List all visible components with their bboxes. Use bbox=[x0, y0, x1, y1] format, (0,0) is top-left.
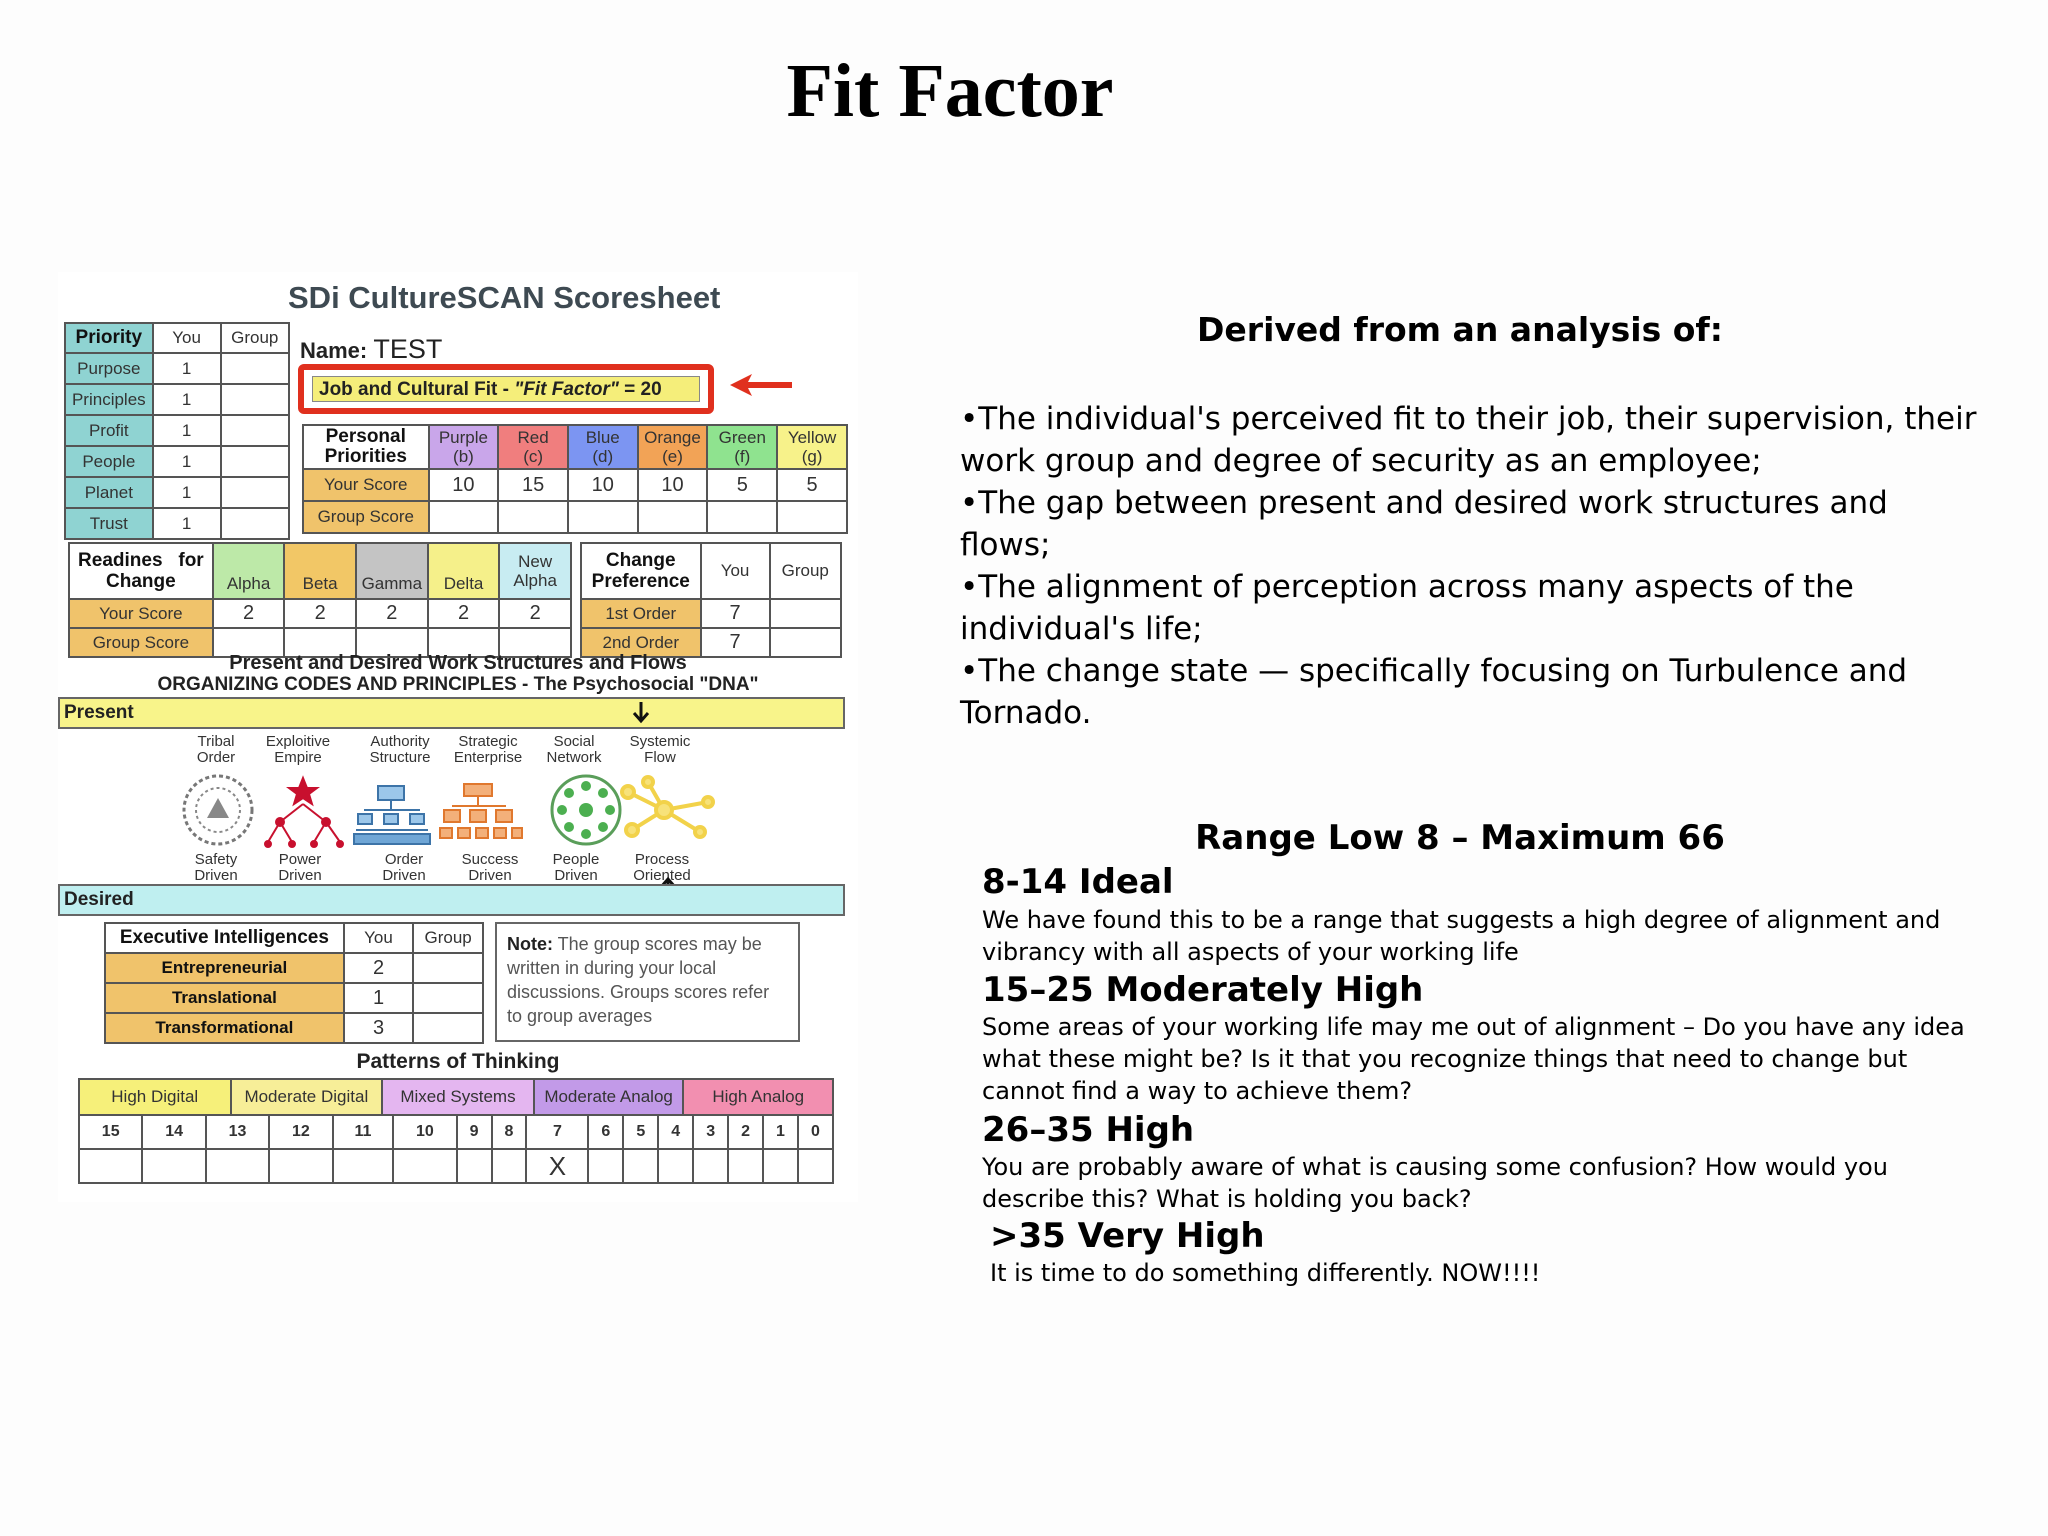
exec-row-label: Transformational bbox=[105, 1013, 344, 1043]
organizing-codes-icons bbox=[168, 772, 788, 852]
personal-priorities-table bbox=[302, 424, 848, 534]
derived-bullets bbox=[960, 398, 1980, 734]
patterns-scale-table bbox=[78, 1114, 834, 1184]
pattern-mark-cell bbox=[658, 1149, 693, 1183]
note-label: Note: bbox=[507, 934, 553, 954]
code-bottom-line: Process bbox=[634, 851, 690, 868]
change-preference-table bbox=[580, 542, 842, 658]
code-top-line: Strategic bbox=[458, 733, 518, 750]
personal-col-purple bbox=[429, 425, 499, 469]
pattern-mark-cell bbox=[763, 1149, 798, 1183]
authority-structure-icon bbox=[354, 786, 430, 844]
color-name: Orange bbox=[644, 428, 701, 447]
personal-header-line: Priorities bbox=[324, 446, 407, 467]
code-bottom-line: Oriented bbox=[633, 867, 691, 884]
pattern-scale-cell: 11 bbox=[333, 1115, 394, 1149]
culturescan-scoresheet bbox=[58, 272, 858, 1202]
exec-row-you: 3 bbox=[344, 1013, 414, 1043]
code-top-line: Authority bbox=[370, 733, 430, 750]
code-bottom-line: Driven bbox=[194, 867, 238, 884]
structures-title: Present and Desired Work Structures and Flows bbox=[229, 652, 687, 674]
code-bottom-label bbox=[526, 852, 626, 884]
bullet-text: The gap between present and desired work structures and flows; bbox=[960, 485, 1888, 563]
color-name: Red bbox=[517, 428, 549, 447]
priority-row-group bbox=[221, 384, 289, 415]
code-top-line: Flow bbox=[644, 749, 676, 766]
priority-row-group bbox=[221, 477, 289, 508]
pattern-scale-cell: 14 bbox=[142, 1115, 205, 1149]
personal-col-blue bbox=[568, 425, 638, 469]
personal-score: 5 bbox=[777, 469, 847, 501]
exec-row-you: 2 bbox=[344, 953, 414, 983]
readiness-col-new-alpha: New Alpha bbox=[499, 543, 571, 599]
arrow-down-icon bbox=[631, 700, 651, 724]
range-text-very-high: It is time to do something differently. NOW!!!! bbox=[990, 1259, 1541, 1287]
code-top-line: Systemic bbox=[629, 733, 691, 750]
derived-bullet: •The gap between present and desired work structures and flows; bbox=[960, 485, 1888, 563]
pattern-mark-cell bbox=[142, 1149, 205, 1183]
readiness-col-beta: Beta bbox=[284, 543, 356, 599]
personal-group-cell bbox=[429, 501, 499, 533]
patterns-title: Patterns of Thinking bbox=[356, 1050, 560, 1073]
personal-score: 5 bbox=[707, 469, 777, 501]
priority-row-label: Trust bbox=[65, 508, 153, 539]
pattern-scale-cell: 10 bbox=[393, 1115, 456, 1149]
pattern-scale-cell: 9 bbox=[457, 1115, 492, 1149]
pattern-scale-cell: 15 bbox=[79, 1115, 142, 1149]
personal-group-cell bbox=[638, 501, 708, 533]
derived-bullet: •The change state — specifically focusing on Turbulence and Tornado. bbox=[960, 653, 1908, 731]
personal-group-score-label: Group Score bbox=[303, 501, 429, 533]
pattern-scale-cell: 8 bbox=[492, 1115, 527, 1149]
color-code: (b) bbox=[453, 447, 474, 466]
pattern-mark-cell: X bbox=[526, 1149, 588, 1183]
personal-score: 10 bbox=[429, 469, 499, 501]
pattern-scale-cell: 1 bbox=[763, 1115, 798, 1149]
code-top-line: Tribal bbox=[197, 733, 235, 750]
derived-bullet: •The alignment of perception across many aspects of the individual's life; bbox=[960, 569, 1854, 647]
priority-row-you: 1 bbox=[153, 384, 221, 415]
change-row-group bbox=[770, 599, 841, 628]
color-name: Yellow bbox=[787, 428, 837, 447]
fit-factor-label: Job and Cultural Fit - bbox=[319, 379, 515, 400]
code-bottom-line: Order bbox=[384, 851, 424, 868]
code-bottom-line: Safety bbox=[194, 851, 238, 868]
pattern-mark-cell bbox=[623, 1149, 658, 1183]
tribal-order-icon bbox=[184, 776, 252, 844]
color-code: (f) bbox=[734, 447, 751, 466]
personal-header-line: Personal bbox=[325, 426, 406, 447]
codes-title: ORGANIZING CODES AND PRINCIPLES - The Psychosocial "DNA" bbox=[157, 674, 759, 695]
exec-header: Executive Intelligences bbox=[105, 923, 344, 953]
pattern-mark-cell bbox=[206, 1149, 269, 1183]
pattern-high-analog: High Analog bbox=[683, 1079, 833, 1115]
exec-you-header: You bbox=[344, 923, 414, 953]
code-bottom-line: Driven bbox=[278, 867, 322, 884]
exec-row-label: Entrepreneurial bbox=[105, 953, 344, 983]
personal-col-green bbox=[707, 425, 777, 469]
range-title-moderately-high: 15–25 Moderately High bbox=[982, 970, 1424, 1010]
pattern-moderate-digital: Moderate Digital bbox=[231, 1079, 383, 1115]
color-name: Green bbox=[718, 428, 766, 447]
arrow-left-icon bbox=[730, 372, 794, 398]
priority-table bbox=[64, 322, 290, 540]
scoresheet-title: SDi CultureSCAN Scoresheet bbox=[288, 280, 721, 315]
fit-factor-eq: = bbox=[618, 379, 641, 400]
readiness-col-gamma: Gamma bbox=[356, 543, 428, 599]
readiness-header-word: for bbox=[178, 550, 204, 571]
executive-intelligences-table bbox=[104, 922, 484, 1044]
priority-row-you: 1 bbox=[153, 477, 221, 508]
readiness-score: 2 bbox=[284, 599, 356, 628]
code-top-line: Enterprise bbox=[453, 749, 523, 766]
pattern-scale-cell: 6 bbox=[588, 1115, 623, 1149]
derived-bullet: •The individual's perceived fit to their job, their supervision, their work group and degree of security as an employee; bbox=[960, 401, 1977, 479]
fit-factor-box bbox=[298, 364, 714, 414]
pattern-scale-cell: 4 bbox=[658, 1115, 693, 1149]
change-row-you: 7 bbox=[701, 628, 770, 657]
priority-row-group bbox=[221, 508, 289, 539]
priority-row-label: Planet bbox=[65, 477, 153, 508]
readiness-table bbox=[68, 542, 572, 658]
readiness-score: 2 bbox=[213, 599, 285, 628]
code-top-label bbox=[524, 734, 624, 766]
pattern-mark-cell bbox=[333, 1149, 394, 1183]
priority-header: Priority bbox=[65, 323, 153, 353]
exec-row-you: 1 bbox=[344, 983, 414, 1013]
personal-score: 10 bbox=[638, 469, 708, 501]
priority-row-you: 1 bbox=[153, 446, 221, 477]
fit-factor-value: 20 bbox=[640, 379, 662, 400]
readiness-group-score-label: Group Score bbox=[69, 628, 213, 657]
exec-row-group bbox=[413, 983, 483, 1013]
pattern-mark-cell bbox=[492, 1149, 527, 1183]
priority-row-label: Profit bbox=[65, 415, 153, 446]
present-label: Present bbox=[64, 702, 134, 723]
pattern-mark-cell bbox=[798, 1149, 833, 1183]
bullet-text: The change state — specifically focusing on Turbulence and Tornado. bbox=[960, 653, 1908, 731]
code-bottom-label bbox=[354, 852, 454, 884]
code-top-label bbox=[350, 734, 450, 766]
pattern-scale-cell: 2 bbox=[728, 1115, 763, 1149]
range-text-high: You are probably aware of what is causing some confusion? How would you describe this? What is holding you back? bbox=[982, 1153, 1888, 1213]
range-text-ideal: We have found this to be a range that suggests a high degree of alignment and vibrancy with all aspects of your working life bbox=[982, 906, 1941, 966]
change-row-you: 7 bbox=[701, 599, 770, 628]
readiness-your-score-label: Your Score bbox=[69, 599, 213, 628]
range-text-moderately-high: Some areas of your working life may me out of alignment – Do you have any idea what these might be? Is it that you recognize things that need to change but cannot find a way to achieve them? bbox=[982, 1013, 1965, 1105]
note-text: The group scores may be written in during your local discussions. Groups scores refer to group averages bbox=[507, 934, 770, 1026]
range-title-ideal: 8-14 Ideal bbox=[982, 862, 1174, 902]
derived-heading: Derived from an analysis of: bbox=[1197, 310, 1723, 349]
pattern-high-digital: High Digital bbox=[79, 1079, 231, 1115]
priority-row-you: 1 bbox=[153, 508, 221, 539]
range-title-high: 26–35 High bbox=[982, 1110, 1195, 1150]
present-bar bbox=[58, 697, 845, 729]
priority-row-you: 1 bbox=[153, 353, 221, 384]
priority-row-group bbox=[221, 446, 289, 477]
personal-group-cell bbox=[568, 501, 638, 533]
pattern-mark-cell bbox=[728, 1149, 763, 1183]
readiness-score: 2 bbox=[356, 599, 428, 628]
pattern-mark-cell bbox=[457, 1149, 492, 1183]
color-code: (d) bbox=[592, 447, 614, 466]
readiness-score: 2 bbox=[428, 599, 500, 628]
exec-row-group bbox=[413, 1013, 483, 1043]
social-network-icon bbox=[552, 776, 620, 844]
pattern-mark-cell bbox=[269, 1149, 332, 1183]
personal-score: 15 bbox=[498, 469, 568, 501]
pattern-scale-cell: 5 bbox=[623, 1115, 658, 1149]
pattern-scale-cell: 12 bbox=[269, 1115, 332, 1149]
desired-label: Desired bbox=[64, 889, 134, 910]
range-title-very-high: >35 Very High bbox=[990, 1216, 1265, 1256]
personal-col-red bbox=[498, 425, 568, 469]
readiness-score: 2 bbox=[499, 599, 571, 628]
readiness-col-delta: Delta bbox=[428, 543, 500, 599]
name-value: TEST bbox=[373, 334, 443, 364]
change-you-header: You bbox=[701, 543, 770, 599]
priority-you-header: You bbox=[153, 323, 221, 353]
change-header-line: Change bbox=[605, 550, 676, 571]
patterns-categories-table bbox=[78, 1078, 834, 1116]
pattern-scale-cell: 13 bbox=[206, 1115, 269, 1149]
exploitive-empire-icon bbox=[265, 778, 343, 847]
fit-factor-italic: "Fit Factor" bbox=[514, 379, 619, 400]
color-code: (e) bbox=[662, 447, 683, 466]
code-bottom-line: Success bbox=[461, 851, 519, 868]
code-bottom-line: Driven bbox=[382, 867, 426, 884]
exec-group-header: Group bbox=[413, 923, 483, 953]
code-bottom-label bbox=[440, 852, 540, 884]
code-top-line: Empire bbox=[274, 749, 322, 766]
readiness-header-line bbox=[70, 550, 212, 571]
pattern-mark-cell bbox=[693, 1149, 728, 1183]
personal-col-orange bbox=[638, 425, 708, 469]
pattern-scale-cell: 7 bbox=[526, 1115, 588, 1149]
name-label: Name: bbox=[300, 338, 368, 363]
personal-score: 10 bbox=[568, 469, 638, 501]
range-heading: Range Low 8 – Maximum 66 bbox=[1195, 818, 1725, 858]
change-row-label: 1st Order bbox=[581, 599, 701, 628]
group-scores-note bbox=[495, 922, 800, 1042]
desired-bar bbox=[58, 884, 845, 916]
systemic-flow-icon bbox=[622, 777, 713, 837]
pattern-mixed-systems: Mixed Systems bbox=[382, 1079, 534, 1115]
bullet-text: The individual's perceived fit to their job, their supervision, their work group and degree of security as an employee; bbox=[960, 401, 1977, 479]
pattern-scale-cell: 3 bbox=[693, 1115, 728, 1149]
pattern-scale-cell: 0 bbox=[798, 1115, 833, 1149]
priority-row-group bbox=[221, 415, 289, 446]
strategic-enterprise-icon bbox=[440, 784, 522, 838]
code-bottom-line: Driven bbox=[554, 867, 598, 884]
page-title: Fit Factor bbox=[786, 49, 1114, 133]
change-group-header: Group bbox=[770, 543, 841, 599]
change-preference-header bbox=[581, 543, 701, 599]
name-field bbox=[300, 334, 442, 365]
readiness-header-word: Readines bbox=[78, 550, 163, 571]
code-top-line: Social bbox=[553, 733, 595, 750]
readiness-header bbox=[69, 543, 213, 599]
change-row-label: 2nd Order bbox=[581, 628, 701, 657]
code-top-line: Structure bbox=[369, 749, 431, 766]
personal-your-score-label: Your Score bbox=[303, 469, 429, 501]
code-top-label bbox=[248, 734, 348, 766]
pattern-mark-cell bbox=[588, 1149, 623, 1183]
code-top-label bbox=[610, 734, 710, 766]
priority-row-group bbox=[221, 353, 289, 384]
code-bottom-line: Driven bbox=[468, 867, 512, 884]
personal-group-cell bbox=[707, 501, 777, 533]
personal-col-yellow bbox=[777, 425, 847, 469]
exec-row-label: Translational bbox=[105, 983, 344, 1013]
code-top-line: Exploitive bbox=[265, 733, 331, 750]
readiness-col-alpha: Alpha bbox=[213, 543, 285, 599]
priority-row-label: People bbox=[65, 446, 153, 477]
priority-row-label: Purpose bbox=[65, 353, 153, 384]
color-code: (c) bbox=[523, 447, 544, 466]
pattern-mark-cell bbox=[393, 1149, 456, 1183]
priority-group-header: Group bbox=[221, 323, 289, 353]
priority-row-label: Principles bbox=[65, 384, 153, 415]
color-code: (g) bbox=[801, 447, 823, 466]
fit-factor-line bbox=[312, 376, 700, 402]
bullet-text: The alignment of perception across many aspects of the individual's life; bbox=[960, 569, 1854, 647]
code-top-line: Order bbox=[196, 749, 236, 766]
pattern-moderate-analog: Moderate Analog bbox=[534, 1079, 684, 1115]
exec-row-group bbox=[413, 953, 483, 983]
code-bottom-line: Power bbox=[278, 851, 322, 868]
code-bottom-line: People bbox=[552, 851, 600, 868]
color-name: Purple bbox=[438, 428, 488, 447]
color-name: Blue bbox=[585, 428, 620, 447]
pattern-mark-cell bbox=[79, 1149, 142, 1183]
personal-group-cell bbox=[777, 501, 847, 533]
code-top-line: Network bbox=[546, 749, 602, 766]
priority-row-you: 1 bbox=[153, 415, 221, 446]
readiness-header-line: Change bbox=[106, 571, 176, 592]
code-bottom-label bbox=[250, 852, 350, 884]
code-top-label bbox=[438, 734, 538, 766]
change-header-line: Preference bbox=[591, 571, 690, 592]
personal-group-cell bbox=[498, 501, 568, 533]
personal-priorities-header bbox=[303, 425, 429, 469]
